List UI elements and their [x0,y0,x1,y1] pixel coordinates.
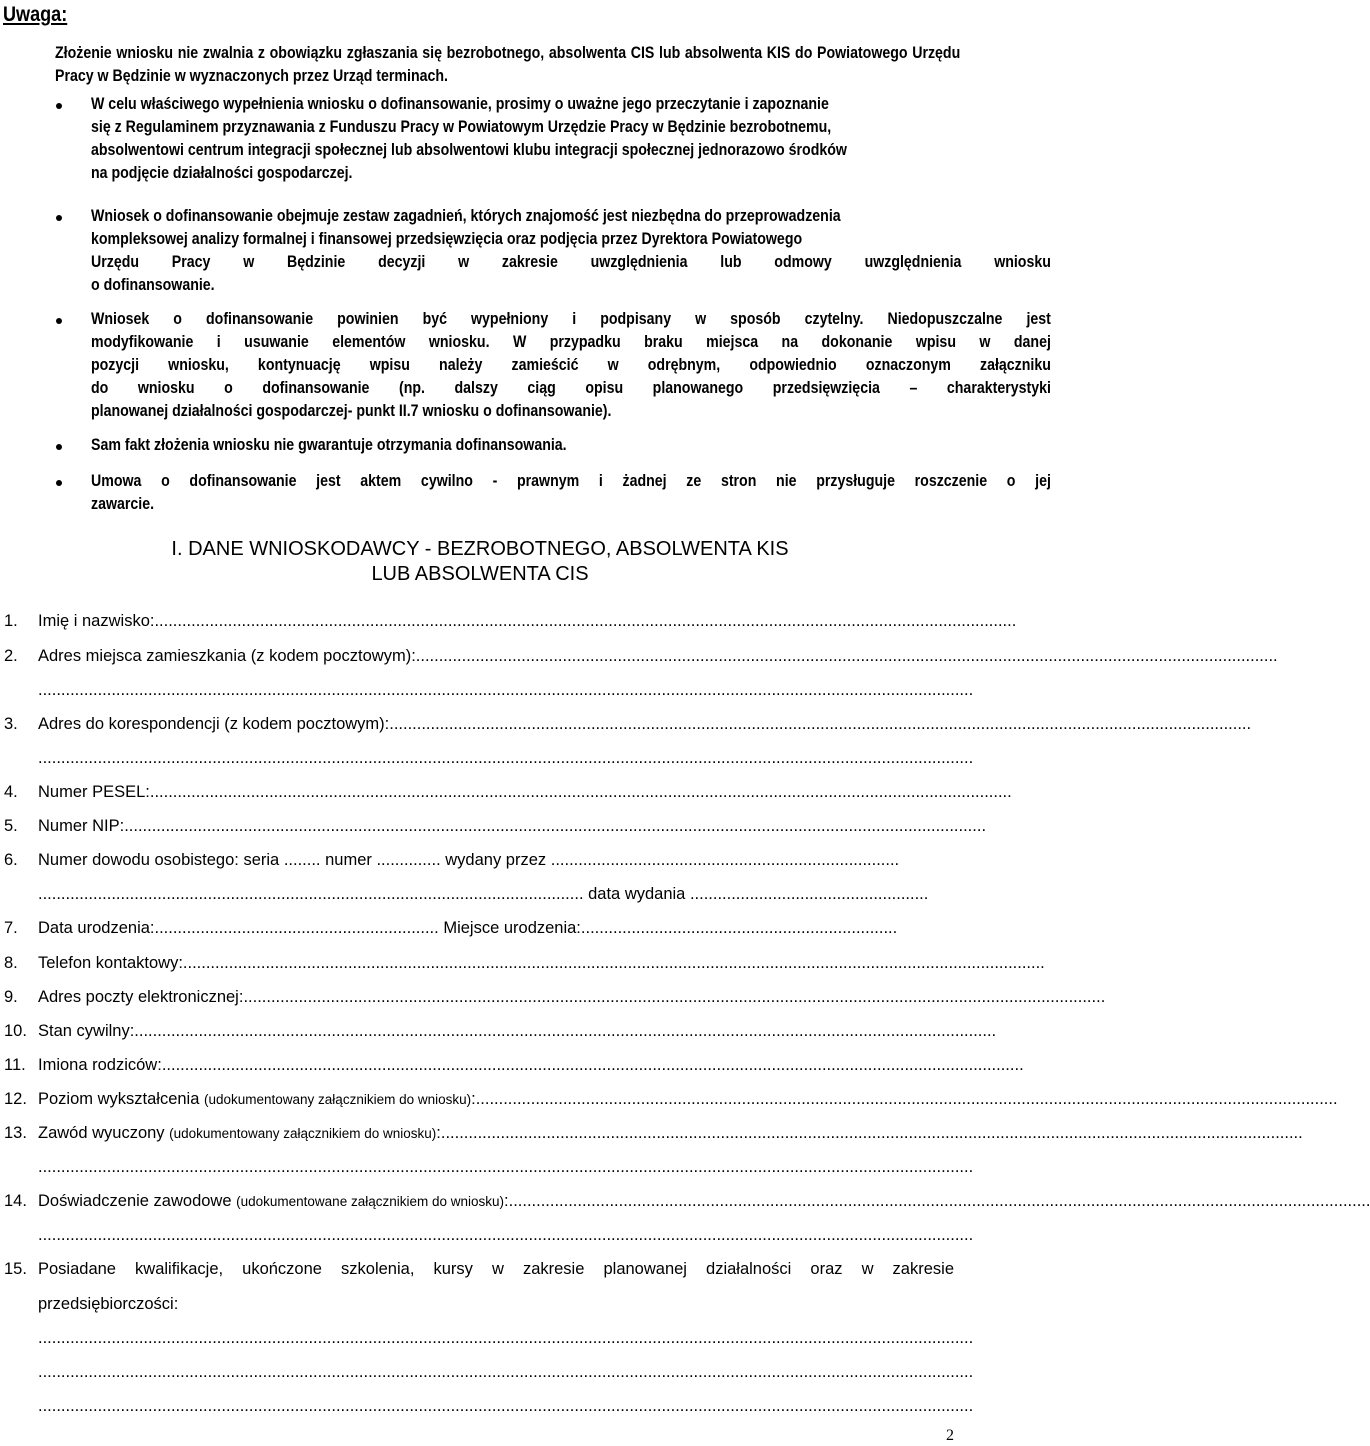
field-label: przedsiębiorczości: [38,1295,179,1313]
field-label: Adres poczty elektronicznej: [38,988,244,1006]
field-number: 14. [4,1192,27,1210]
field-number: 7. [4,919,18,937]
field-number: 3. [4,715,18,733]
fill-dots[interactable]: ............................................................................................................................................................................................ [154,612,1017,630]
fill-dots[interactable]: ............................................................................................................................................................................................................ [38,1226,974,1244]
note-bullet-1 [91,92,1051,184]
field-number: 13. [4,1124,27,1142]
field-text [38,917,954,939]
bullet-4-line: Sam fakt złożenia wniosku nie gwarantuje otrzymania dofinansowania. [91,435,567,454]
fill-dots[interactable]: .............. [376,851,441,869]
bullet-1-line: absolwentowi centrum integracji społecznej lub absolwentowi klubu integracji społecznej jednorazowo środków [91,140,847,159]
field-text [38,815,987,837]
field-label: Posiadane kwalifikacje, ukończone szkolenia, kursy w zakresie planowanej działalności oraz w zakresie [38,1260,954,1278]
bullet-3-line: planowanej działalności gospodarczej- punkt II.7 wniosku o dofinansowanie). [91,401,612,420]
field-label: wydany przez [445,851,547,869]
field-label: Numer NIP: [38,817,125,835]
fill-dots[interactable]: ............................................................................................................................................................................................................ [38,1158,974,1176]
field-text [38,1020,997,1042]
bullet-dot [56,444,62,450]
field-label: Numer dowodu osobistego: seria [38,851,280,869]
fill-dots[interactable]: .................................................... [689,885,929,903]
fill-dots[interactable]: ........ [283,851,321,869]
field-text [38,610,1017,632]
field-continuation [0,747,974,769]
field-text: Poziom wykształcenia (udokumentowany załącznikiem do wniosku):............................................................................................................................................................................................ [38,1090,1338,1108]
bullet-2-line: Wniosek o dofinansowanie obejmuje zestaw zagadnień, których znajomość jest niezbędna do przeprowadzenia [91,206,841,225]
fill-dots[interactable]: ............................................................................................................................................................................................ [508,1192,1370,1210]
bullet-dot [56,480,62,486]
field-text [38,952,1045,974]
bullet-1-line: się z Regulaminem przyznawania z Funduszu Pracy w Powiatowym Urzędzie Pracy w Będzinie bezrobotnemu, [91,117,832,136]
field-label: Numer PESEL: [38,783,150,801]
fill-dots[interactable]: ............................................................................................................................................................................................................ [38,1397,974,1415]
field-label: numer [325,851,372,869]
bullet-dot [56,318,62,324]
field-number: 5. [4,817,18,835]
bullet-3-line: do wniosku o dofinansowanie (np. dalszy ciąg opisu planowanego przedsięwzięcia – charakterystyki [91,378,1051,397]
fill-dots[interactable]: ............................................................................................................................................................................................................ [38,681,974,699]
fill-dots[interactable]: ............................................................................................................................................................................................ [243,988,1106,1006]
note-intro: Złożenie wniosku nie zwalnia z obowiązku zgłaszania się bezrobotnego, absolwenta CIS lub absolwenta KIS do Powiatowego Urzędu Pracy w Będzinie w wyznaczonych przez Urząd terminach. [55,43,961,85]
field-continuation [0,1224,974,1246]
field-note: (udokumentowane załącznikiem do wniosku) [236,1194,505,1209]
section-title-line: I. DANE WNIOSKODAWCY - BEZROBOTNEGO, ABSOLWENTA KIS [171,538,789,560]
fill-dots[interactable]: .............................................................. [154,919,439,937]
field-correspondence-address [0,713,1252,735]
fill-dots[interactable]: ............................................................................................................................................................................................ [415,647,1278,665]
field-text [38,1054,1024,1076]
field-text [38,986,1106,1008]
field-number: 15. [4,1260,27,1278]
field-label: Poziom wykształcenia [38,1090,200,1108]
field-qualifications [0,1258,960,1280]
field-id-card [0,849,960,871]
field-birth [0,917,960,939]
field-label: Imię i nazwisko: [38,612,155,630]
field-number: 1. [4,612,18,630]
field-number: 10. [4,1022,27,1040]
note-bullet-3 [91,307,1051,422]
section-title-line: LUB ABSOLWENTA CIS [371,563,589,585]
field-profession [0,1122,1303,1144]
field-number: 6. [4,851,18,869]
fill-dots[interactable]: ............................................................................................................................................................................................................ [38,1363,974,1381]
bullet-dot [56,215,62,221]
field-id-date [0,883,960,905]
field-continuation [0,1395,974,1417]
field-label: Zawód wyuczony [38,1124,165,1142]
note-bullet-4 [91,433,1051,456]
field-nip [0,815,987,837]
field-education [0,1088,1338,1110]
field-experience [0,1190,1370,1212]
field-parents-names [0,1054,1024,1076]
field-qualifications-cont [0,1293,960,1315]
bullet-5-line: zawarcie. [91,494,155,513]
bullet-5-line: Umowa o dofinansowanie jest aktem cywilno - prawnym i żadnej ze stron nie przysługuje roszczenie o jej [91,471,1051,490]
field-continuation [0,679,974,701]
field-label: data wydania [588,885,686,903]
field-text [38,849,954,871]
bullet-3-line: pozycji wniosku, kontynuację wpisu należy zamieścić w odrębnym, odpowiednio oznaczonym załączniku [91,355,1051,374]
fill-dots[interactable]: ............................................................................................................................................................................................ [134,1022,997,1040]
bullet-2-line: Urzędu Pracy w Będzinie decyzji w zakresie uwzględnienia lub odmowy uwzględnienia wniosku [91,252,1051,271]
field-email [0,986,1106,1008]
field-text [38,883,954,905]
field-label: Data urodzenia: [38,919,155,937]
field-label: Imiona rodziców: [38,1056,162,1074]
fill-dots[interactable]: ............................................................................ [550,851,900,869]
fill-dots[interactable]: ............................................................................................................................................................................................ [182,954,1045,972]
field-text [38,645,1278,667]
fill-dots[interactable]: ..................................................................... [580,919,898,937]
bullet-2-line: kompleksowej analizy formalnej i finansowej przedsięwzięcia oraz podjęcia przez Dyrektora Powiatowego [91,229,803,248]
field-marital-status [0,1020,997,1042]
fill-dots[interactable]: ............................................................................................................................................................................................ [389,715,1252,733]
field-number: 9. [4,988,18,1006]
note-title: Uwaga: [3,3,68,26]
field-continuation [0,1156,974,1178]
fill-dots[interactable]: ............................................................................................................................................................................................ [475,1090,1338,1108]
field-continuation [0,1327,974,1349]
field-label: Adres do korespondencji (z kodem pocztowym): [38,715,390,733]
bullet-2-line: o dofinansowanie. [91,275,215,294]
note-bullet-5 [91,469,1051,515]
field-number: 2. [4,647,18,665]
field-number: 4. [4,783,18,801]
field-phone [0,952,1045,974]
bullet-1-line: W celu właściwego wypełnienia wniosku o dofinansowanie, prosimy o uważne jego przeczytanie i zapoznanie [91,94,829,113]
field-text: Zawód wyuczony (udokumentowany załącznikiem do wniosku):............................................................................................................................................................................................ [38,1124,1303,1142]
fill-dots[interactable]: ............................................................................................................................................................................................................ [38,1329,974,1347]
field-number: 12. [4,1090,27,1108]
fill-dots[interactable]: ............................................................................................................................................................................................ [124,817,987,835]
field-label: Doświadczenie zawodowe [38,1192,232,1210]
field-note: (udokumentowany załącznikiem do wniosku) [169,1126,437,1141]
field-name [0,610,1017,632]
field-label: Adres miejsca zamieszkania (z kodem pocztowym): [38,647,416,665]
fill-dots[interactable]: ............................................................................................................................................................................................................ [38,749,974,767]
field-text [38,713,1252,735]
bullet-dot [56,103,62,109]
field-pesel [0,781,1012,803]
fill-dots[interactable]: ............................................................................................................................................................................................ [161,1056,1024,1074]
bullet-3-line: Wniosek o dofinansowanie powinien być wypełniony i podpisany w sposób czytelny. Niedopuszczalne jest [91,309,1051,328]
field-text: Doświadczenie zawodowe (udokumentowane załącznikiem do wniosku):............................................................................................................................................................................................ [38,1192,1370,1210]
field-note: (udokumentowany załącznikiem do wniosku) [203,1092,472,1107]
fill-dots[interactable]: ............................................................................................................................................................................................ [149,783,1012,801]
field-residence-address [0,645,1278,667]
field-number: 8. [4,954,18,972]
fill-dots[interactable]: ............................................................................................................................................................................................ [440,1124,1303,1142]
field-label: Miejsce urodzenia: [443,919,581,937]
page-number: 2 [946,1427,954,1444]
bullet-1-line: na podjęcie działalności gospodarczej. [91,163,353,182]
field-text [38,781,1012,803]
field-number: 11. [4,1056,26,1074]
field-label: Stan cywilny: [38,1022,135,1040]
section-title [0,537,960,587]
field-label: Telefon kontaktowy: [38,954,183,972]
note-bullet-2 [91,204,1051,296]
fill-dots[interactable]: ....................................................................................................................... [38,885,584,903]
bullet-3-line: modyfikowanie i usuwanie elementów wniosku. W przypadku braku miejsca na dokonanie wpisu w danej [91,332,1051,351]
field-continuation [0,1361,974,1383]
